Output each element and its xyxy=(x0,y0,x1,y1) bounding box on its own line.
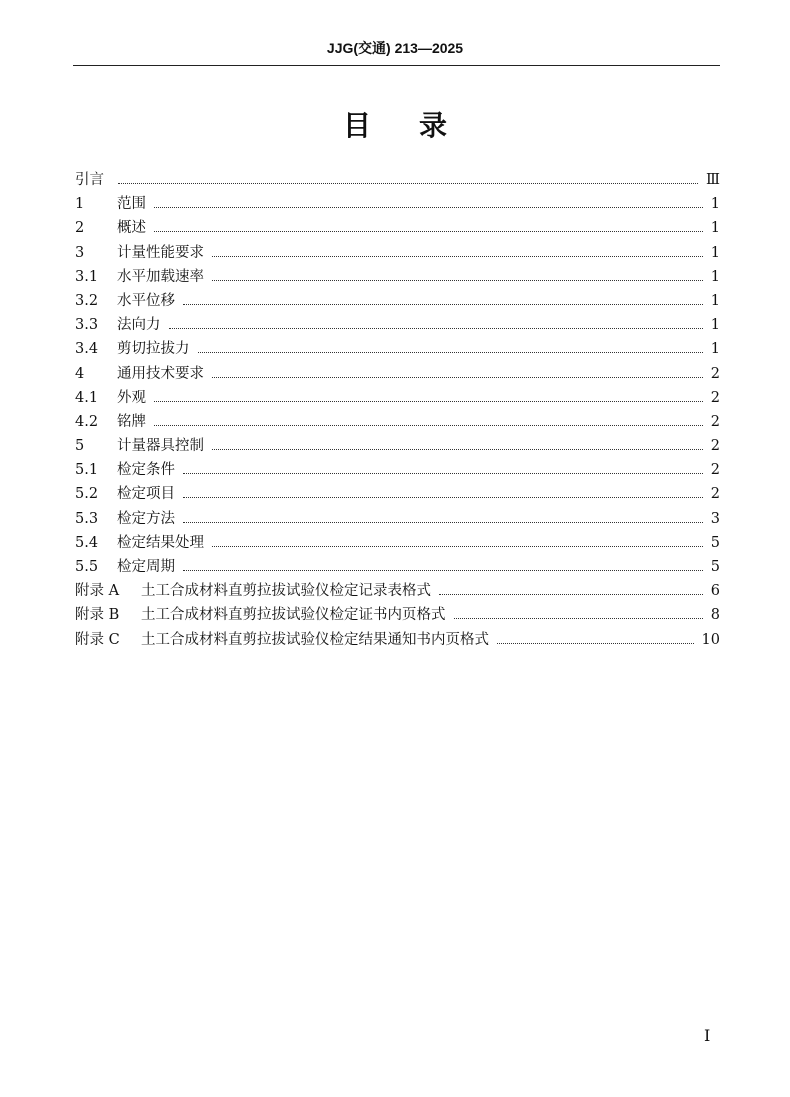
toc-entry-label: 土工合成材料直剪拉拔试验仪检定证书内页格式 xyxy=(141,607,446,624)
dot-leader xyxy=(212,256,703,257)
toc-entry-label: 法向力 xyxy=(117,317,161,334)
dot-leader xyxy=(454,618,703,619)
toc-entry[interactable] xyxy=(75,241,720,265)
toc-entry-page: 2 xyxy=(710,413,720,430)
title-char-1: 目 xyxy=(342,109,371,142)
toc-entry-number: 4.1 xyxy=(75,389,99,406)
toc-entry-page: 2 xyxy=(710,462,720,479)
toc-entry-page: 6 xyxy=(710,583,720,600)
toc-entry[interactable] xyxy=(75,628,720,652)
toc-entry[interactable] xyxy=(75,531,720,555)
toc-entry[interactable] xyxy=(75,458,720,482)
toc-entry[interactable] xyxy=(75,192,720,216)
toc-entry-number: 3.3 xyxy=(75,317,99,334)
toc-entry-number: 5.5 xyxy=(75,559,99,575)
toc-entry-page: 2 xyxy=(710,365,720,382)
toc-entry[interactable] xyxy=(75,265,720,289)
toc-entry-label: 计量器具控制 xyxy=(117,438,204,455)
toc-entry[interactable] xyxy=(75,362,720,386)
header-rule xyxy=(73,65,720,66)
toc-entry-number: 附录 C xyxy=(75,631,120,648)
toc-entry[interactable] xyxy=(75,168,720,192)
dot-leader xyxy=(198,352,703,353)
toc-entry-page: 2 xyxy=(710,389,720,406)
toc-entry-number: 附录 A xyxy=(75,583,120,600)
toc-entry-number: 3 xyxy=(75,244,85,261)
toc-entry-number: 3.1 xyxy=(75,268,99,285)
toc-entry-label: 通用技术要求 xyxy=(117,365,204,382)
dot-leader xyxy=(183,473,703,474)
toc-entry-label: 检定结果处理 xyxy=(117,534,204,551)
dot-leader xyxy=(212,377,703,378)
page-title xyxy=(0,104,790,144)
toc-entry[interactable] xyxy=(75,410,720,434)
toc-entry-label: 土工合成材料直剪拉拔试验仪检定记录表格式 xyxy=(141,583,431,600)
toc-entry[interactable] xyxy=(75,216,720,240)
toc-entry[interactable] xyxy=(75,313,720,337)
toc-entry-label: 检定条件 xyxy=(117,462,175,479)
dot-leader xyxy=(212,449,703,450)
toc-entry-label: 引言 xyxy=(75,172,104,188)
toc-entry[interactable] xyxy=(75,337,720,361)
toc-entry[interactable] xyxy=(75,603,720,627)
toc-entry-number: 5.1 xyxy=(75,462,99,479)
toc-entry[interactable] xyxy=(75,386,720,410)
toc-entry[interactable] xyxy=(75,289,720,313)
dot-leader xyxy=(439,594,703,595)
toc-entry-page: 2 xyxy=(710,438,720,455)
dot-leader xyxy=(183,570,703,571)
toc-entry-number: 3.2 xyxy=(75,292,99,309)
toc-entry-page: 8 xyxy=(710,607,720,624)
toc-entry-page: 1 xyxy=(710,268,720,285)
toc-entry-label: 水平位移 xyxy=(117,292,175,309)
dot-leader xyxy=(497,643,694,644)
toc-entry[interactable] xyxy=(75,579,720,603)
title-char-2: 录 xyxy=(419,109,448,142)
toc-entry-label: 检定项目 xyxy=(117,486,175,503)
toc-entry[interactable] xyxy=(75,507,720,531)
toc-entry-number: 4.2 xyxy=(75,413,99,430)
page-number: I xyxy=(704,1026,711,1045)
dot-leader xyxy=(212,546,703,547)
dot-leader xyxy=(183,497,703,498)
toc-entry-label: 计量性能要求 xyxy=(117,244,204,261)
toc-entry-label: 检定方法 xyxy=(117,510,175,527)
toc-entry-number: 4 xyxy=(75,365,85,382)
dot-leader xyxy=(154,401,703,402)
table-of-contents xyxy=(75,168,720,652)
toc-entry-label: 铭牌 xyxy=(117,413,146,430)
dot-leader xyxy=(169,328,703,329)
toc-entry-number: 附录 B xyxy=(75,607,120,624)
toc-entry-page: 2 xyxy=(710,486,720,503)
toc-entry-page: 1 xyxy=(710,220,720,237)
toc-entry-number: 5.3 xyxy=(75,510,99,527)
dot-leader xyxy=(183,304,703,305)
running-header: JJG(交通) 213—2025 xyxy=(326,40,464,56)
toc-entry[interactable] xyxy=(75,434,720,458)
toc-entry-page: 5 xyxy=(710,534,720,551)
toc-entry-page: 1 xyxy=(710,196,720,213)
toc-entry-number: 5 xyxy=(75,438,85,455)
toc-entry-page: 10 xyxy=(701,631,720,648)
toc-entry-number: 1 xyxy=(75,196,85,213)
toc-entry-number: 5.2 xyxy=(75,486,99,503)
toc-entry[interactable] xyxy=(75,555,720,579)
toc-entry-number: 3.4 xyxy=(75,341,99,358)
toc-entry-label: 概述 xyxy=(117,220,146,237)
toc-entry-label: 剪切拉拔力 xyxy=(117,341,190,358)
toc-entry-page: 1 xyxy=(710,341,720,358)
dot-leader xyxy=(154,425,703,426)
toc-entry-number: 2 xyxy=(75,220,85,237)
toc-entry-page: 1 xyxy=(710,292,720,309)
toc-entry-label: 水平加载速率 xyxy=(117,268,204,285)
dot-leader xyxy=(154,207,703,208)
toc-entry-label: 土工合成材料直剪拉拔试验仪检定结果通知书内页格式 xyxy=(141,631,489,648)
toc-entry-page: 3 xyxy=(710,510,720,527)
toc-entry[interactable] xyxy=(75,482,720,506)
toc-entry-label: 外观 xyxy=(117,389,146,406)
dot-leader xyxy=(212,280,703,281)
toc-entry-page: 5 xyxy=(710,559,720,575)
toc-entry-page: 1 xyxy=(710,317,720,334)
dot-leader xyxy=(183,522,703,523)
toc-entry-number: 5.4 xyxy=(75,534,99,551)
toc-entry-label: 检定周期 xyxy=(117,559,175,575)
toc-entry-label: 范围 xyxy=(117,196,146,213)
toc-entry-page: 1 xyxy=(710,244,720,261)
dot-leader xyxy=(154,231,703,232)
toc-entry-page: Ⅲ xyxy=(706,172,720,188)
dot-leader xyxy=(118,183,698,184)
